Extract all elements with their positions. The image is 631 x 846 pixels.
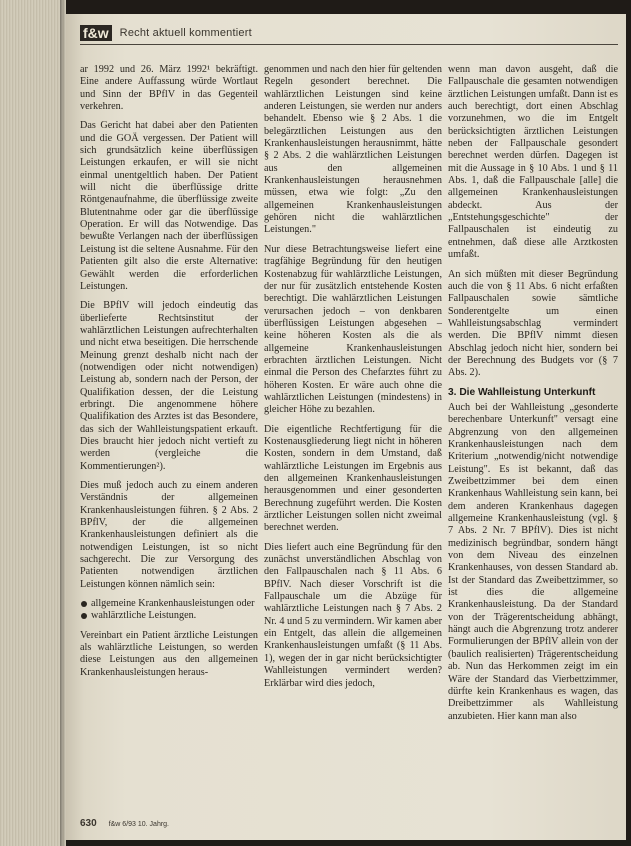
paragraph: wenn man davon ausgeht, daß die Fallpauschale die gesamten notwendigen ärztlichen Leistungen umfaßt. Dann ist es auch berechtigt, dort einen Abschlag vorzunehmen, wo die im Entgelt berücksichtigten ärztlichen Leistungen neben der Fallpauschale gesondert berechnet werden dürfen. Dagegen ist mit die Aussage in § 10 Abs. 1 und § 11 Abs. 1, daß die Fallpauschale [alle] die allgemeinen Krankenhausleistungen abdeckt. Aus der „Entstehungsgeschichte" der Fallpauschalen ist eindeutig zu entnehmen, daß diese alle Arztkosten umfaßt. (448, 64, 618, 261)
paragraph: ar 1992 und 26. März 1992¹ bekräftigt. Eine andere Auffassung würde Wortlaut und Sinn der BPflV in das Gegenteil verkehren. (80, 64, 258, 113)
running-header (80, 22, 618, 45)
list-item: wahlärztliche Leistungen. (80, 610, 258, 622)
section-heading: 3. Die Wahlleistung Unterkunft (448, 386, 596, 398)
paragraph: Die BPflV will jedoch eindeutig das überlieferte Rechtsinstitut der wahlärztlichen Leistungen aufrechterhalten und nicht etwa beseitigen. Die herrschende Meinung grenzt deshalb nicht nach der (notwendigen oder nicht notwendigen) Leistung ab, sondern nach der Person, der Qualifikation dessen, der die Leistung erbringt. Die angenommene höhere Qualifikation des Arztes ist das Besondere, das sich der Wahlleistungspatient erkauft. Dies braucht hier jedoch nicht vertieft zu werden (vergleiche die Kommentierungen²). (80, 300, 258, 472)
paragraph: Dies liefert auch eine Begründung für den zunächst unverständlichen Abschlag von den Fallpauschalen nach § 11 Abs. 6 BPflV. Nach dieser Vorschrift ist die Fallpauschale um die Abzüge für wahlärztliche Leistungen nach § 7 Abs. 2 Nr. 4 und 5 zu vermindern. Wir kamen aber ein Entgelt, das allein die allgemeinen Krankenhausleistungen umfaßt (§ 11 Abs. 1), wegen der in gar nicht berücksichtigter Wahlleistungen vermindert werden? Erklärbar wird dies jedoch, (264, 541, 442, 689)
journal-logo: f&w (80, 25, 112, 41)
paragraph: Vereinbart ein Patient ärztliche Leistungen als wahlärztliche Leistungen, so werden diese Leistungen aus den allgemeinen Krankenhausleistungen heraus- (80, 629, 258, 678)
text-column-2 (264, 64, 442, 697)
paragraph: Auch bei der Wahlleistung „gesonderte berechenbare Unterkunft" versagt eine Abgrenzung von den allgemeinen Krankenhausleistungen nach dem Kriterium „notwendig/nicht notwendige Leistung". Es ist bekannt, daß das Zweibettzimmer bei dem einen Krankenhaus Wahlleistung sein kann, bei dem anderen Krankenhaus dagegen allgemeine Krankenhausleistung (vgl. § 7 Abs. 2 Nr. 7 BPflV). Dies ist nicht medizinisch begründbar, sondern hängt von dem Niveau des einzelnen Krankenhauses, von dessen Standard ab. Ist der Standard das Zweibettzimmer, so ist dies die allgemeine Krankenhausleistung. Da der Standard von der Trägerentscheidung abhängt, hängt auch die Abgrenzung trotz anderer Formulierungen der BPflV allein von der (baulich realisierten) Trägerentscheidung ab. Nun das Herkommen zeigt im ein Wäre der Standard das Vierbettzimmer, dürfte kein Krankenhaus es wagen, das Dreibettzimmer als Wahlleistung anzubieten. Hier kann man also (448, 401, 618, 722)
text-column-1 (80, 64, 258, 686)
paragraph: An sich müßten mit dieser Begründung auch die von § 11 Abs. 6 nicht erfaßten Fallpauschalen sowie sämtliche Sonderentgelte um einen Wahlleistungsabschlag vermindert werden. Die BPflV nimmt diesen Abschlag jedoch nicht hier, sondern bei der Berechnung des Budgets vor (§ 7 Abs. 2). (448, 268, 618, 379)
book-page-edges (0, 0, 66, 846)
journal-reference: f&w 6/93 10. Jahrg. (108, 821, 170, 828)
paragraph: Die eigentliche Rechtfertigung für die Kostenausgliederung liegt nicht in höheren Kosten, sondern in dem Umstand, daß wahlärztliche Leistungen im Ergebnis aus den allgemeinen Krankenhausleistungen herausgenommen und einer gesonderten Berechnung zugeführt werden. Die Kosten ärztlicher Leistungen sollen nicht zweimal berechnet werden. (264, 423, 442, 534)
paragraph: genommen und nach den hier für geltenden Regeln gesondert berechnet. Die wahlärztlichen Leistungen sind keine anderen Leistungen, sie werden nur anders behandelt. Ebenso wie § 2 Abs. 1 die belegärztlichen Leistungen aus den Krankenhausleistungen herausnimmt, hätte § 2 Abs. 2 die wahlärztlichen Leistungen aus den allgemeinen Krankenhausleistungen herausnehmen müssen, etwa wie folgt: „Zu den allgemeinen Krankenhausleistungen gehören nicht die wahlärztlichen Leistungen." (264, 64, 442, 236)
paragraph: Dies muß jedoch auch zu einem anderen Verständnis der allgemeinen Krankenhausleistungen führen. § 2 Abs. 2 BPflV, der die allgemeinen Krankenhausleistungen definiert als die notwendigen Leistungen, ist so nicht sachgerecht. Die zur Versorgung des Patienten notwendigen ärztlichen Leistungen können nämlich sein: (80, 480, 258, 590)
book-page (66, 14, 626, 840)
paragraph: Das Gericht hat dabei aber den Patienten und die GOÄ vergessen. Der Patient will sich grundsätzlich keine überflüssigen Leistungen erkaufen, er will sie nicht einmal unentgeltlich haben. Der Patient will nicht die überflüssige dritte Röntgenaufnahme, die überflüssige zweite Blutentnahme oder gar die überflüssige Operation. Er will das Notwendige. Das bewußte Verlangen nach der überflüssigen Leistung ist die seltene Ausnahme. Für den Patienten gilt also die erste Alternative: Gewählt werden die erforderlichen Leistungen. (80, 120, 258, 292)
section-title: Recht aktuell kommentiert (119, 27, 252, 39)
page-footer (80, 818, 169, 832)
list-item: allgemeine Krankenhausleistungen oder (80, 598, 258, 610)
text-column-3 (448, 64, 618, 730)
bullet-list (80, 598, 258, 623)
page-number: 630 (80, 818, 97, 829)
paragraph: Nur diese Betrachtungsweise liefert eine tragfähige Begründung für den heutigen Kostenabzug für wahlärztliche Leistungen, der nur für zusätzlich entstehende Kosten berechtigt. Die wahlärztlichen Leistungen verursachen jedoch – von denkbaren überflüssigen Leistungen abgesehen – keine höheren Kosten als die als allgemeine Krankenhausleistungen erbrachten ärztlichen Leistungen. Nicht einmal die Person des Chefarztes führt zu höheren Kosten. Er wäre auch ohne die wahlärztlichen Leistungen (mindestens) in gleicher Höhe zu bezahlen. (264, 243, 442, 416)
